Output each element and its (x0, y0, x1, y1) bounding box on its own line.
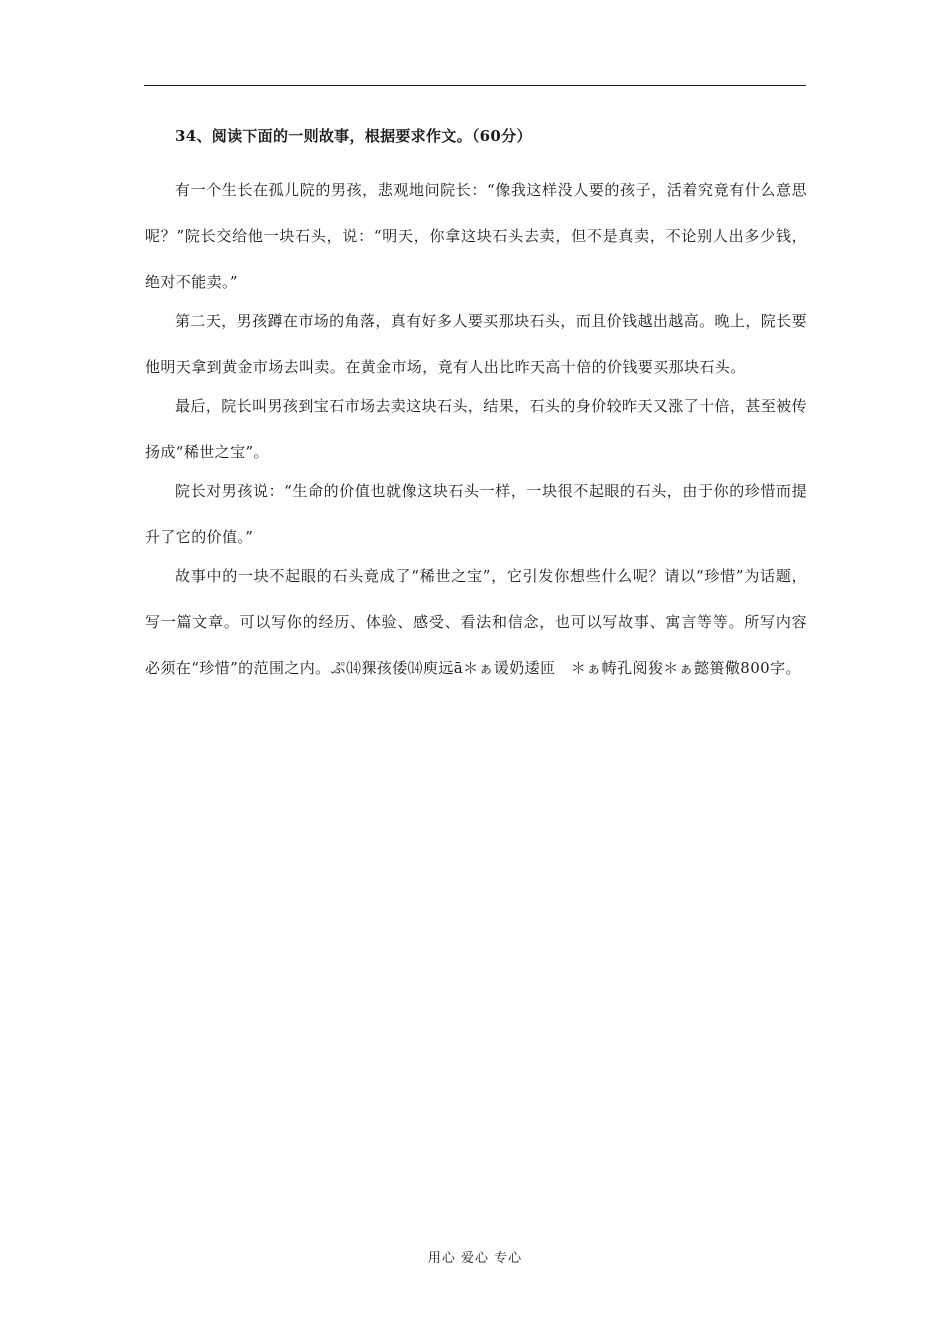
story-paragraph-3: 最后，院长叫男孩到宝石市场去卖这块石头，结果，石头的身价较昨天又涨了十倍，甚至被传扬成“稀世之宝”。 (145, 397, 807, 461)
writing-requirements: 故事中的一块不起眼的石头竟成了“稀世之宝”，它引发你想些什么呢？请以“珍惜”为话题，写一篇文章。可以写你的经历、体验、感受、看法和信念，也可以写故事、寓言等等。所写内容必须在“珍惜”的范围之内。ぷ⒁猓孩倭⒁庾远ā＊ぁ谖奶逶匝 ＊ぁ帱孔阅狻＊ぁ懿篑儆800字。 (145, 567, 807, 677)
page-footer: 用心 爱心 专心 (427, 1251, 523, 1266)
story-paragraph-1: 有一个生长在孤儿院的男孩，悲观地问院长：“像我这样没人要的孩子，活着究竟有什么意思呢？”院长交给他一块石头，说：“明天，你拿这块石头去卖，但不是真卖，不论别人出多少钱，绝对不能卖。” (145, 181, 807, 291)
question-title: 34、阅读下面的一则故事，根据要求作文。（60分） (175, 127, 532, 145)
story-paragraph-4: 院长对男孩说：“生命的价值也就像这块石头一样，一块很不起眼的石头，由于你的珍惜而提升了它的价值。” (145, 482, 807, 546)
question-content (145, 123, 807, 691)
header-rule (144, 85, 806, 86)
story-paragraph-2: 第二天，男孩蹲在市场的角落，真有好多人要买那块石头，而且价钱越出越高。晚上，院长要他明天拿到黄金市场去叫卖。在黄金市场，竟有人出比昨天高十倍的价钱要买那块石头。 (145, 312, 807, 376)
